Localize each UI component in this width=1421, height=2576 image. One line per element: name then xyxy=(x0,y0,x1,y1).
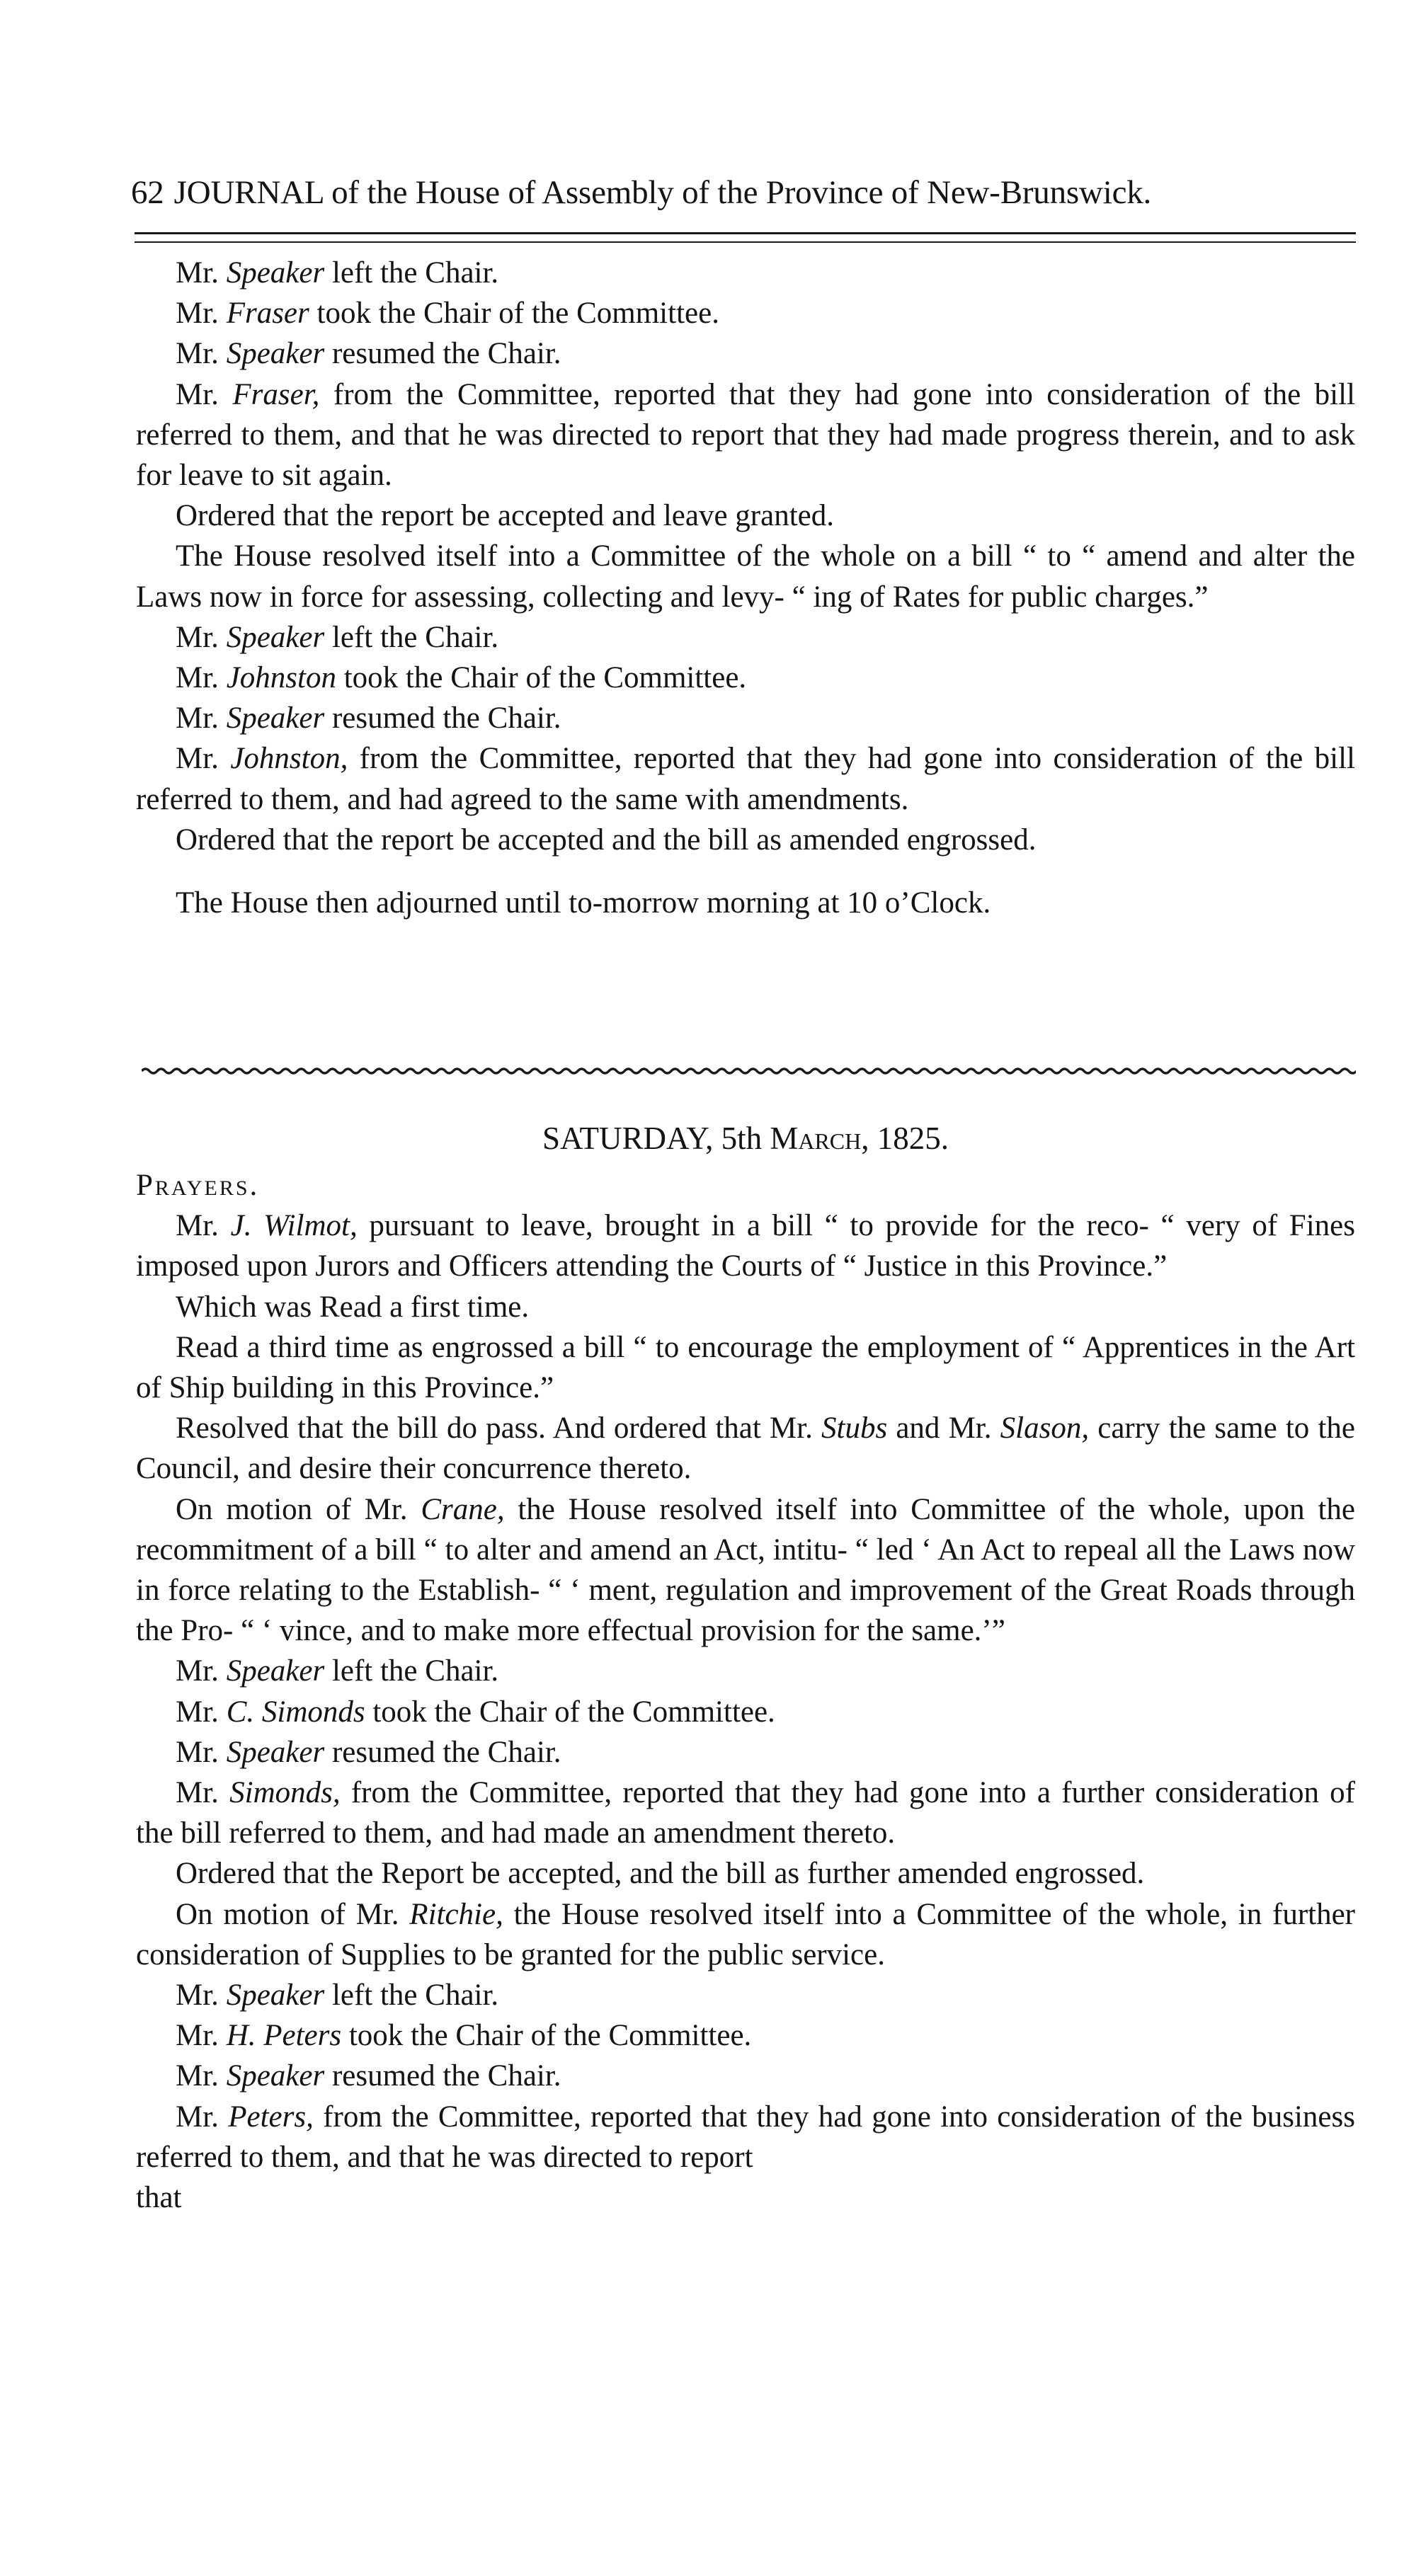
entry-t2: Mr. Fraser took the Chair of the Committee. xyxy=(176,297,719,331)
entry-t9: Mr. Speaker resumed the Chair. xyxy=(176,702,561,735)
header-double-rule xyxy=(135,232,1356,243)
entry-b11: On motion of Mr. Ritchie, the House resolved itself into a Committee of the whole, in further consideration of Supplies to be granted for the public service. xyxy=(136,1897,1355,1971)
entry-b12: Mr. Speaker left the Chair. xyxy=(176,1979,499,2013)
entry-b13: Mr. H. Peters took the Chair of the Committee. xyxy=(176,2019,752,2053)
entry-t1: Mr. Speaker left the Chair. xyxy=(176,256,499,290)
entry-b10: Ordered that the Report be accepted, and the bill as further amended engrossed. xyxy=(176,1857,1145,1891)
entry-b6: Mr. Speaker left the Chair. xyxy=(176,1654,499,1688)
prayers-label: Prayers. xyxy=(136,1169,260,1202)
catchword: that xyxy=(136,2181,182,2215)
running-header xyxy=(131,173,1391,212)
entry-b5: On motion of Mr. Crane, the House resolved itself into Committee of the whole, upon the recommitment of a bill “ to alter and amend an Act, intitu- “ led ‘ An Act to repeal all the Laws now in force relating to the Establish- “ ‘ ment, regulation and improvement of the Great Roads through the Pro- “ ‘ vince, and to make more effectual provision for the same.’” xyxy=(136,1492,1355,1648)
entry-b14: Mr. Speaker resumed the Chair. xyxy=(176,2059,561,2093)
entry-b1: Mr. J. Wilmot, pursuant to leave, brought in a bill “ to provide for the reco- “ very of Fines imposed upon Jurors and Officers attending the Courts of “ Justice in this Province.” xyxy=(136,1209,1355,1283)
entry-t5: Ordered that the report be accepted and leave granted. xyxy=(176,499,834,533)
proceedings-bottom xyxy=(136,1165,1355,2218)
entry-b8: Mr. Speaker resumed the Chair. xyxy=(176,1735,561,1769)
entry-t8: Mr. Johnston took the Chair of the Committee. xyxy=(176,661,747,695)
entry-t3: Mr. Speaker resumed the Chair. xyxy=(176,337,561,371)
entry-b2: Which was Read a first time. xyxy=(176,1290,530,1324)
entry-b7: Mr. C. Simonds took the Chair of the Committee. xyxy=(176,1695,775,1729)
date-heading: SATURDAY, 5th March, 1825. xyxy=(542,1121,949,1156)
page-number: 62 xyxy=(131,174,164,211)
entry-b4: Resolved that the bill do pass. And ordered that Mr. Stubs and Mr. Slason, carry the same to the Council, and desire their concurrence thereto. xyxy=(136,1412,1355,1486)
entry-t10: Mr. Johnston, from the Committee, reported that they had gone into consideration of the bill referred to them, and had agreed to the same with amendments. xyxy=(136,742,1355,816)
entry-t4: Mr. Fraser, from the Committee, reported that they had gone into consideration of the bill referred to them, and that he was directed to report that they had made progress therein, and to ask for leave to sit again. xyxy=(136,377,1355,493)
journal-title: JOURNAL of the House of Assembly of the Province of New-Brunswick. xyxy=(173,174,1152,211)
entry-t11: Ordered that the report be accepted and the bill as amended engrossed. xyxy=(176,823,1037,857)
entry-b3: Read a third time as engrossed a bill “ to encourage the employment of “ Apprentices in the Art of Ship building in this Province.” xyxy=(136,1330,1355,1405)
entry-t12: The House then adjourned until to-morrow morning at 10 o’Clock. xyxy=(176,886,991,920)
proceedings-top xyxy=(136,253,1355,923)
entry-b15: Mr. Peters, from the Committee, reported that they had gone into consideration of the business referred to them, and that he was directed to report xyxy=(136,2100,1355,2174)
entry-t6: The House resolved itself into a Committee of the whole on a bill “ to “ amend and alter the Laws now in force for assessing, collecting and levy- “ ing of Rates for public charges.” xyxy=(136,539,1355,614)
ornamental-wavy-rule xyxy=(142,1062,1356,1080)
entry-t7: Mr. Speaker left the Chair. xyxy=(176,620,499,654)
entry-b9: Mr. Simonds, from the Committee, reported that they had gone into a further consideration of the bill referred to them, and had made an amendment thereto. xyxy=(136,1776,1355,1850)
